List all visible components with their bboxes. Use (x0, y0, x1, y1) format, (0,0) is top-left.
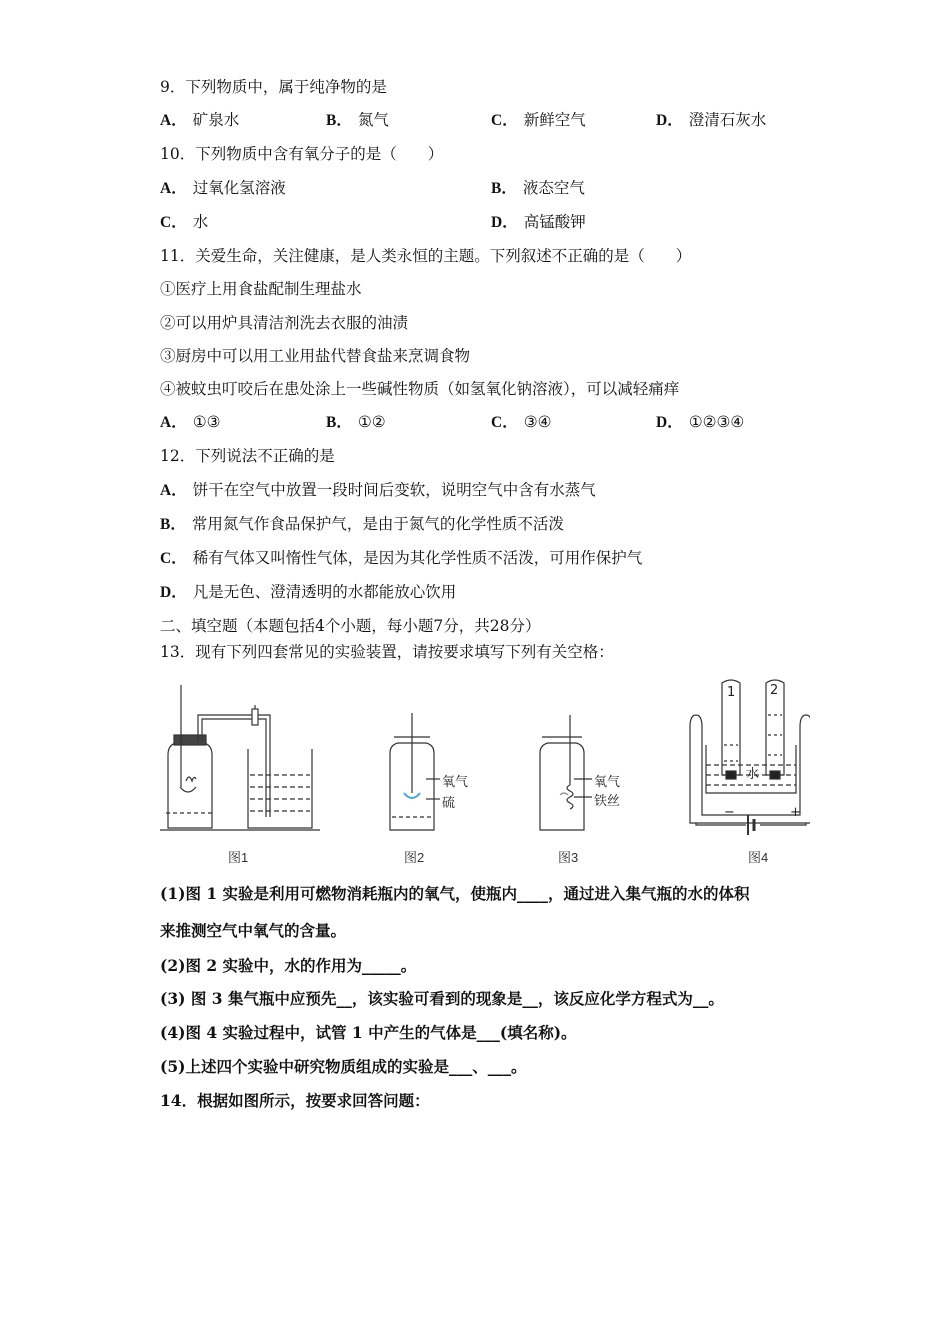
q12-option-a: A． 饼干在空气中放置一段时间后变软，说明空气中含有水蒸气 (160, 481, 596, 499)
q10-option-a: A． 过氧化氢溶液 (160, 179, 286, 197)
fig3-apparatus (540, 715, 592, 830)
q13-part-4: (4)图 4 实验过程中，试管 1 中产生的气体是___(填名称)。 (160, 1023, 577, 1042)
fig2-apparatus (390, 713, 440, 830)
fig4-label-tube-2: 2 (770, 683, 779, 698)
q13-part-1: (1)图 1 实验是利用可燃物消耗瓶内的氧气，使瓶内____，通过进入集气瓶的水的体积 (160, 884, 750, 903)
q13-part-1-cont: 来推测空气中氧气的含量。 (160, 921, 347, 940)
fig2-label-oxygen: 氧气 (442, 775, 469, 790)
apparatus-drawings (150, 675, 810, 870)
q13-stem: 13．现有下列四套常见的实验装置，请按要求填写下列有关空格： (160, 643, 614, 661)
fig4-caption: 图4 (748, 850, 769, 865)
q12-stem: 12．下列说法不正确的是 (160, 447, 335, 465)
fig3-caption: 图3 (558, 850, 579, 865)
q12-option-c: C． 稀有气体又叫惰性气体，是因为其化学性质不活泼，可用作保护气 (160, 549, 643, 567)
q11-statement-2: ②可以用炉具清洁剂洗去衣服的油渍 (160, 314, 409, 332)
fig3-label-oxygen: 氧气 (594, 775, 621, 790)
q13-part-5: (5)上述四个实验中研究物质组成的实验是___、___。 (160, 1057, 527, 1076)
q11-stem: 11．关爱生命，关注健康，是人类永恒的主题。下列叙述不正确的是（ ） (160, 247, 692, 265)
q13-part-2: (2)图 2 实验中，水的作用为_____。 (160, 956, 417, 975)
q10-option-b: B． 液态空气 (491, 179, 585, 197)
q9-option-d: D． 澄清石灰水 (656, 111, 767, 129)
fig1-apparatus (160, 685, 320, 830)
q9-option-a: A． 矿泉水 (160, 111, 240, 129)
q9-option-c: C． 新鲜空气 (491, 111, 586, 129)
fig4-label-water: 水 (746, 767, 760, 782)
q10-option-c: C． 水 (160, 213, 209, 231)
fig3-label-iron-wire: 铁丝 (594, 794, 621, 809)
q10-stem: 10．下列物质中含有氧分子的是（ ） (160, 145, 444, 163)
q12-option-b: B． 常用氮气作食品保护气，是由于氮气的化学性质不活泼 (160, 515, 564, 533)
q11-option-b: B． ①② (326, 413, 386, 431)
q11-option-c: C． ③④ (491, 413, 552, 431)
fig2-caption: 图2 (404, 850, 425, 865)
fig1-caption: 图1 (228, 850, 249, 865)
section-heading: 二、填空题（本题包括4个小题，每小题7分，共28分） (160, 617, 541, 635)
q11-option-a: A． ①③ (160, 413, 221, 431)
q12-option-d: D． 凡是无色、澄清透明的水都能放心饮用 (160, 583, 457, 601)
q13-figures (150, 675, 810, 870)
q11-statement-4: ④被蚊虫叮咬后在患处涂上一些碱性物质（如氢氧化钠溶液），可以减轻痛痒 (160, 380, 680, 398)
q14-stem: 14．根据如图所示，按要求回答问题： (160, 1091, 430, 1110)
q11-statement-1: ①医疗上用食盐配制生理盐水 (160, 280, 362, 298)
fig2-label-sulfur: 硫 (442, 796, 456, 811)
q9-option-b: B． 氮气 (326, 111, 389, 129)
q13-part-3: (3) 图 3 集气瓶中应预先__，该实验可看到的现象是__，该反应化学方程式为__。 (160, 989, 724, 1008)
fig4-label-positive: + (790, 805, 801, 820)
fig4-label-negative: − (724, 805, 735, 820)
q11-option-d: D． ①②③④ (656, 413, 745, 431)
q11-statement-3: ③厨房中可以用工业用盐代替食盐来烹调食物 (160, 347, 471, 365)
fig4-label-tube-1: 1 (727, 685, 736, 700)
q9-stem: 9．下列物质中，属于纯净物的是 (160, 78, 387, 96)
q10-option-d: D． 高锰酸钾 (491, 213, 586, 231)
